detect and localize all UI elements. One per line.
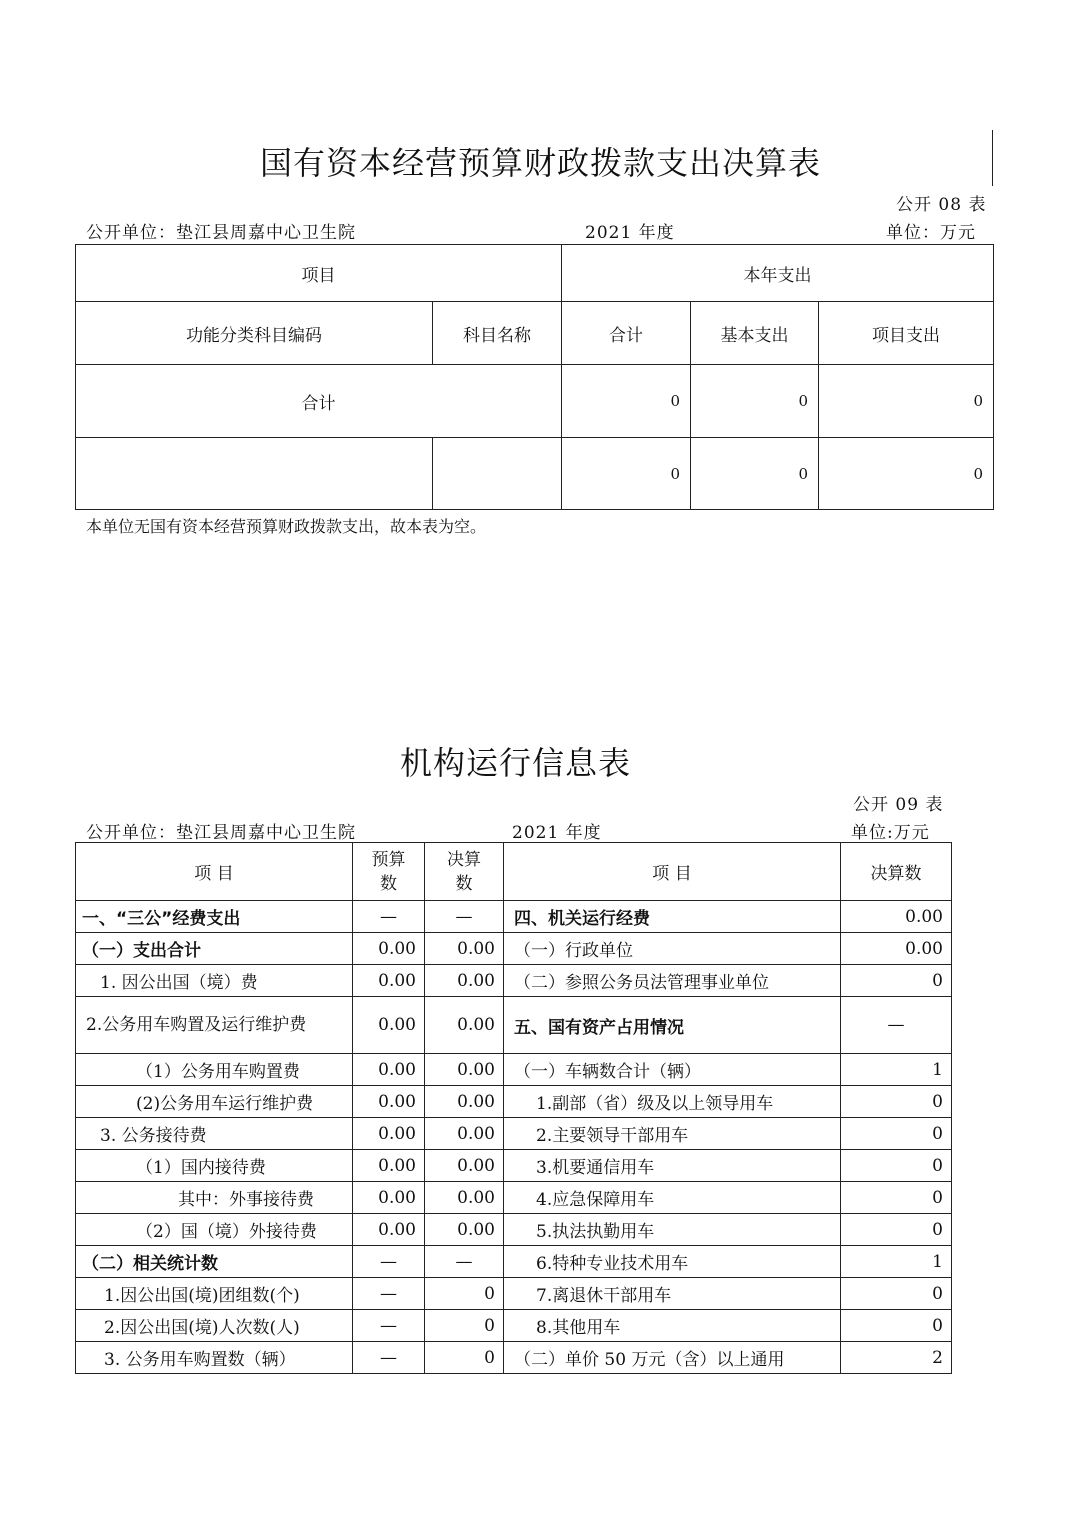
table-row	[76, 933, 952, 965]
row-value: 0	[841, 1150, 952, 1182]
row-final: —	[425, 1246, 504, 1278]
table08-year: 2021 年度	[585, 223, 675, 243]
row-item-right: （一）行政单位	[504, 933, 841, 965]
header-item: 项目	[76, 245, 562, 302]
table08-code: 公开 08 表	[896, 195, 987, 215]
row-final: 0	[425, 1310, 504, 1342]
row-item-left: 其中：外事接待费	[76, 1182, 353, 1214]
table09-title: 机构运行信息表	[400, 744, 632, 782]
row-budget: 0.00	[353, 1054, 425, 1086]
table-row	[76, 997, 952, 1054]
table08-note: 本单位无国有资本经营预算财政拨款支出，故本表为空。	[86, 517, 487, 536]
total-row-project: 0	[819, 365, 994, 438]
row-item-left: （1）国内接待费	[76, 1150, 353, 1182]
row-value: 0	[841, 1214, 952, 1246]
row-budget: —	[353, 1246, 425, 1278]
row-budget: 0.00	[353, 1150, 425, 1182]
row-value: 2	[841, 1342, 952, 1374]
row-item-right: （二）参照公务员法管理事业单位	[504, 965, 841, 997]
row-final: 0.00	[425, 997, 504, 1054]
row-value: 0	[841, 1118, 952, 1150]
row-item-right: 6.特种专业技术用车	[504, 1246, 841, 1278]
row-item-right: （二）单价 50 万元（含）以上通用	[504, 1342, 841, 1374]
row-value: 0	[841, 1278, 952, 1310]
row-item-left: 2.公务用车购置及运行维护费	[76, 997, 353, 1054]
header-total: 合计	[562, 302, 691, 365]
row-value: —	[841, 997, 952, 1054]
row-final: 0.00	[425, 1150, 504, 1182]
table-row	[76, 1214, 952, 1246]
row-item-left: 1.因公出国(境)团组数(个)	[76, 1278, 353, 1310]
table-row	[76, 1086, 952, 1118]
row-budget: —	[353, 1310, 425, 1342]
total-row-basic: 0	[691, 365, 819, 438]
row-value: 0	[841, 1182, 952, 1214]
row-item-left: （二）相关统计数	[76, 1246, 353, 1278]
row-item-left: 3. 公务接待费	[76, 1118, 353, 1150]
row-final: 0.00	[425, 1086, 504, 1118]
row-final: —	[425, 901, 504, 933]
row-value: 0	[841, 1310, 952, 1342]
table-row	[76, 1246, 952, 1278]
row-value: 0.00	[841, 901, 952, 933]
header-project: 项目支出	[819, 302, 994, 365]
row-item-right: 3.机要通信用车	[504, 1150, 841, 1182]
row-budget: 0.00	[353, 1182, 425, 1214]
row-final: 0.00	[425, 933, 504, 965]
row-item-left: （2）国（境）外接待费	[76, 1214, 353, 1246]
header-final: 决算数	[425, 843, 504, 901]
table08-unit: 公开单位：垫江县周嘉中心卫生院	[86, 223, 356, 243]
table08	[75, 244, 994, 510]
header-basic: 基本支出	[691, 302, 819, 365]
row-item-left: 2.因公出国(境)人次数(人)	[76, 1310, 353, 1342]
table-row	[76, 1182, 952, 1214]
row-final: 0.00	[425, 1054, 504, 1086]
row-final: 0	[425, 1278, 504, 1310]
row-budget: 0.00	[353, 1214, 425, 1246]
table09-currency: 单位:万元	[851, 823, 930, 843]
row-final: 0.00	[425, 1182, 504, 1214]
table-row	[76, 1054, 952, 1086]
row-budget: 0.00	[353, 997, 425, 1054]
blank-row-project: 0	[819, 438, 994, 510]
row-final: 0.00	[425, 1214, 504, 1246]
table09-code: 公开 09 表	[853, 795, 944, 815]
row-item-right: 5.执法执勤用车	[504, 1214, 841, 1246]
table-row	[76, 1118, 952, 1150]
header-item-right: 项 目	[504, 843, 841, 901]
table09	[75, 842, 952, 1374]
header-current-year: 本年支出	[562, 245, 994, 302]
table-row	[76, 1310, 952, 1342]
row-final: 0	[425, 1342, 504, 1374]
row-budget: 0.00	[353, 965, 425, 997]
table08-currency: 单位：万元	[886, 223, 976, 243]
header-subject-name: 科目名称	[433, 302, 562, 365]
row-final: 0.00	[425, 965, 504, 997]
row-budget: 0.00	[353, 933, 425, 965]
blank-row-code	[76, 438, 433, 510]
table-row	[76, 1150, 952, 1182]
table-row	[76, 1278, 952, 1310]
header-final-right: 决算数	[841, 843, 952, 901]
header-budget: 预算数	[353, 843, 425, 901]
row-item-left: （1）公务用车购置费	[76, 1054, 353, 1086]
total-row-total: 0	[562, 365, 691, 438]
row-budget: —	[353, 901, 425, 933]
blank-row-basic: 0	[691, 438, 819, 510]
row-budget: 0.00	[353, 1086, 425, 1118]
row-value: 0	[841, 1086, 952, 1118]
row-item-right: 四、机关运行经费	[504, 901, 841, 933]
table-row	[76, 901, 952, 933]
row-item-right: 1.副部（省）级及以上领导用车	[504, 1086, 841, 1118]
row-budget: —	[353, 1278, 425, 1310]
row-budget: 0.00	[353, 1118, 425, 1150]
table-row	[76, 1342, 952, 1374]
row-budget: —	[353, 1342, 425, 1374]
header-func-code: 功能分类科目编码	[76, 302, 433, 365]
row-item-right: 五、国有资产占用情况	[504, 997, 841, 1054]
row-value: 0	[841, 965, 952, 997]
total-row-label: 合计	[76, 365, 562, 438]
row-item-left: (2)公务用车运行维护费	[76, 1086, 353, 1118]
row-item-right: 2.主要领导干部用车	[504, 1118, 841, 1150]
row-item-left: （一）支出合计	[76, 933, 353, 965]
row-item-left: 一、“三公”经费支出	[76, 901, 353, 933]
blank-row-name	[433, 438, 562, 510]
table-row	[76, 965, 952, 997]
header-item-left: 项 目	[76, 843, 353, 901]
table09-unit: 公开单位：垫江县周嘉中心卫生院	[86, 823, 356, 843]
row-item-left: 3. 公务用车购置数（辆）	[76, 1342, 353, 1374]
row-final: 0.00	[425, 1118, 504, 1150]
row-item-right: （一）车辆数合计（辆）	[504, 1054, 841, 1086]
table09-year: 2021 年度	[512, 823, 602, 843]
row-value: 1	[841, 1246, 952, 1278]
table08-title: 国有资本经营预算财政拨款支出决算表	[260, 144, 822, 182]
row-item-right: 4.应急保障用车	[504, 1182, 841, 1214]
row-value: 0.00	[841, 933, 952, 965]
row-item-left: 1. 因公出国（境）费	[76, 965, 353, 997]
row-item-right: 7.离退休干部用车	[504, 1278, 841, 1310]
row-item-right: 8.其他用车	[504, 1310, 841, 1342]
blank-row-total: 0	[562, 438, 691, 510]
row-value: 1	[841, 1054, 952, 1086]
margin-line	[992, 130, 993, 186]
